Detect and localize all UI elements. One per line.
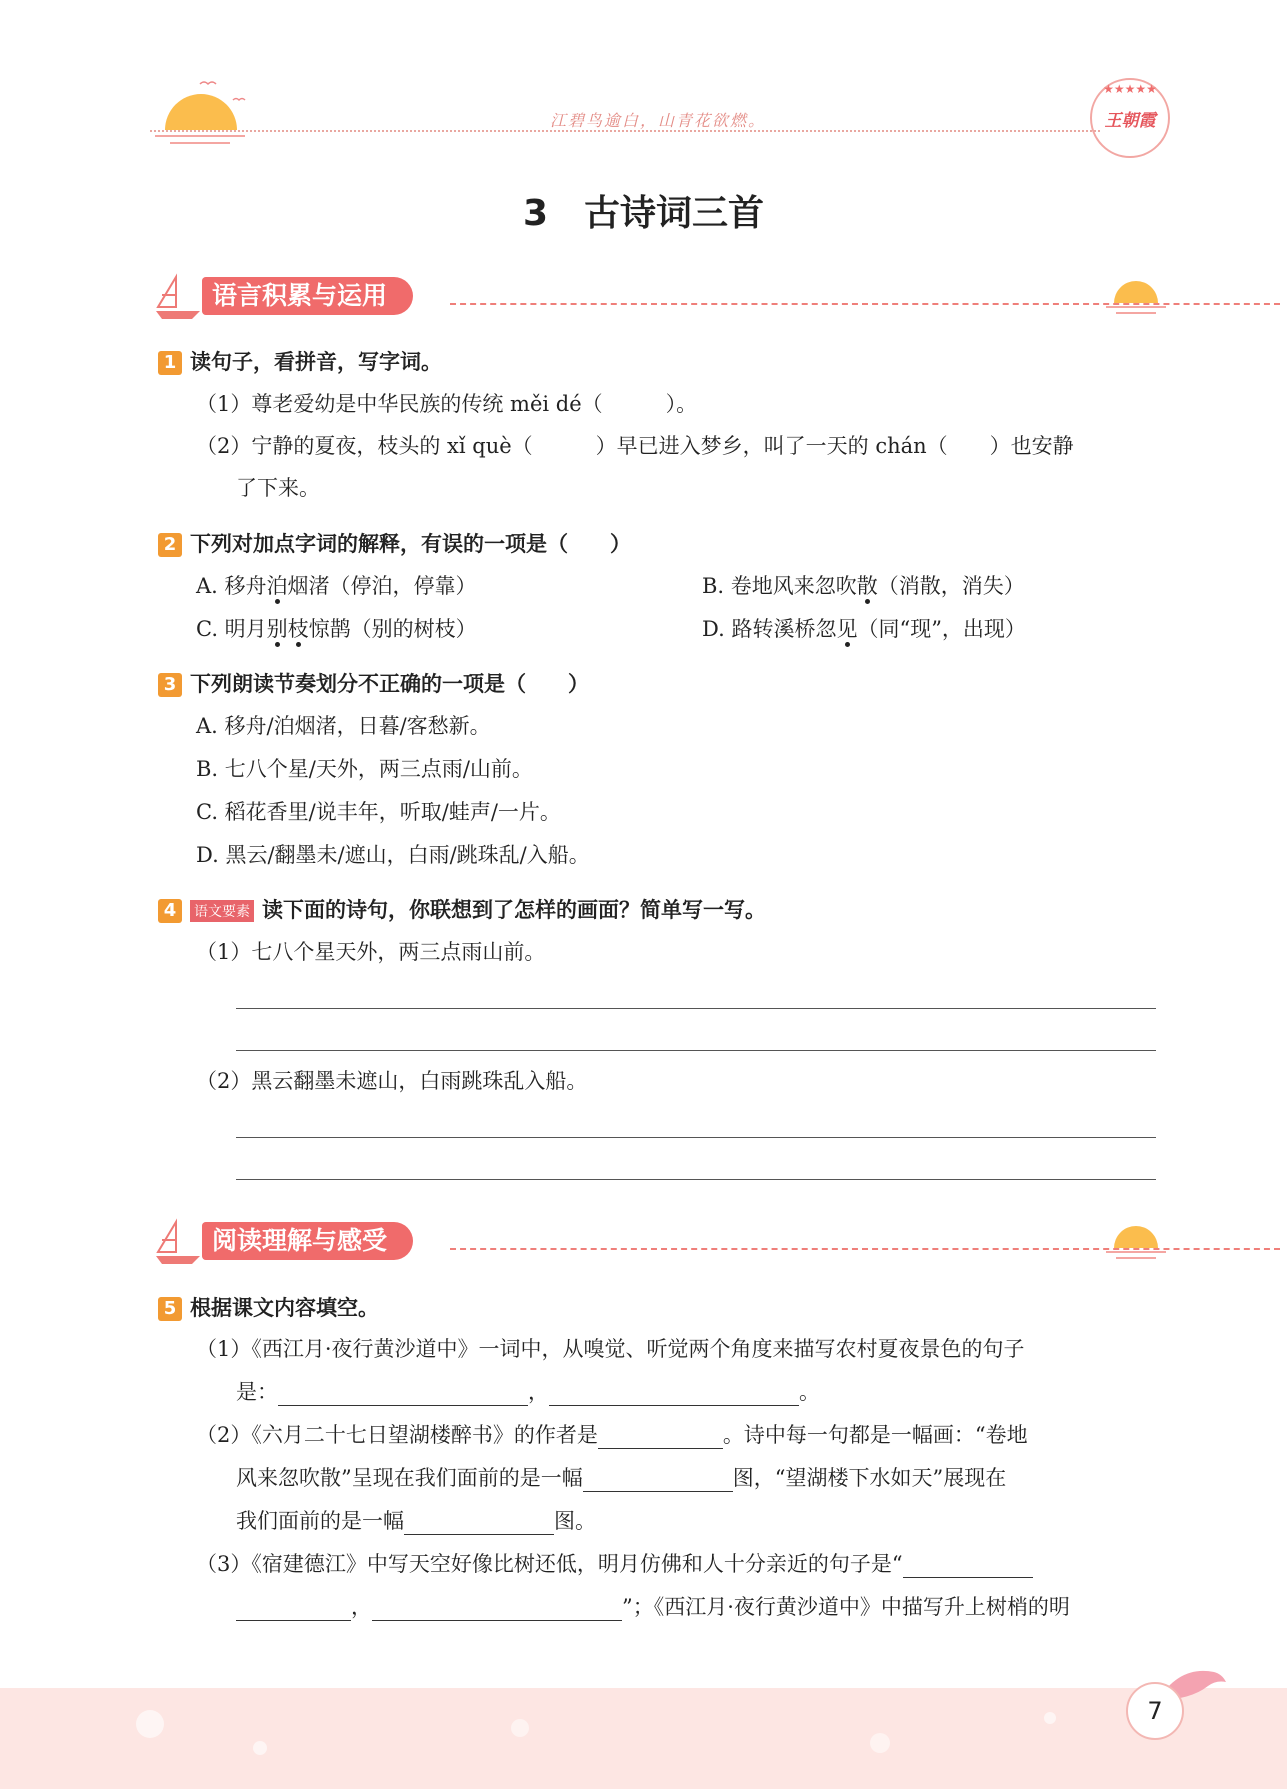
q5-blank-6[interactable] <box>903 1555 1033 1578</box>
q5-line-3 <box>196 1421 1028 1449</box>
q5-blank-8[interactable] <box>372 1598 622 1621</box>
question-3-number: 3 <box>158 673 182 697</box>
q5-l3-prefix: （2）《六月二十七日望湖楼醉书》的作者是 <box>196 1423 598 1447</box>
q5-line-2 <box>236 1378 820 1406</box>
q2-d-dot: 见 <box>836 617 858 641</box>
q2-a-dot: 泊 <box>266 574 288 598</box>
sailboat-icon <box>154 1218 202 1266</box>
sailboat-icon <box>154 273 202 321</box>
brand-logo <box>1090 78 1170 158</box>
q5-line-7 <box>236 1593 1070 1621</box>
q5-blank-3[interactable] <box>598 1426 723 1449</box>
question-4-tag: 语文要素 <box>190 900 254 922</box>
question-4-text: 读下面的诗句，你联想到了怎样的画面？简单写一写。 <box>262 898 766 922</box>
question-2-heading <box>158 528 631 558</box>
question-4-number: 4 <box>158 899 182 923</box>
q3-option-c: C. 稻花香里/说丰年，听取/蛙声/一片。 <box>196 800 561 824</box>
q5-blank-2[interactable] <box>549 1383 799 1406</box>
question-3-text: 下列朗读节奏划分不正确的一项是（ ） <box>190 672 589 696</box>
q4-line-1: （1）七八个星天外，两三点雨山前。 <box>196 940 546 964</box>
q4-answer-line-4[interactable] <box>236 1179 1156 1180</box>
q2-b-post: （消散，消失） <box>877 574 1025 598</box>
section-banner-2 <box>150 1222 1287 1262</box>
q5-l7-suffix: ”；《西江月·夜行黄沙道中》中描写升上树梢的明 <box>622 1595 1070 1619</box>
star-row-icon: ★★★★★ <box>1103 82 1157 96</box>
q2-c-dot-2: 枝 <box>287 617 309 641</box>
q5-l4-prefix: 风来忽吹散”呈现在我们面前的是一幅 <box>236 1466 583 1490</box>
q5-line-5 <box>236 1507 596 1535</box>
page-number: 7 <box>1126 1682 1184 1740</box>
q2-option-b <box>702 572 1025 600</box>
q2-option-c <box>196 615 477 643</box>
q1-line-1: （1）尊老爱幼是中华民族的传统 měi dé（ ）。 <box>196 392 698 416</box>
question-4-heading <box>158 894 766 924</box>
question-1-text: 读句子，看拼音，写字词。 <box>190 350 442 374</box>
q1-line-2: （2）宁静的夏夜，枝头的 xǐ què（ ）早已进入梦乡，叫了一天的 chán（ ）也安静 <box>196 434 1074 458</box>
section-title-2: 阅读理解与感受 <box>202 1222 413 1260</box>
q5-blank-4[interactable] <box>583 1469 733 1492</box>
small-sun-icon <box>1100 1212 1170 1262</box>
q5-l4-suffix: 图，“望湖楼下水如天”展现在 <box>732 1466 1007 1490</box>
q2-option-d <box>702 615 1026 643</box>
question-1-number: 1 <box>158 351 182 375</box>
q5-l2-end: 。 <box>799 1380 820 1404</box>
question-1-heading <box>158 346 442 376</box>
q2-c-post: 惊鹊（别的树枝） <box>308 617 477 641</box>
header-motto: 江碧鸟逾白，山青花欲燃。 <box>550 111 767 130</box>
q5-line-6 <box>196 1550 1033 1578</box>
q5-l7-comma: ， <box>351 1595 372 1619</box>
q3-option-b: B. 七八个星/天外，两三点雨/山前。 <box>196 757 533 781</box>
q5-line-4 <box>236 1464 1006 1492</box>
q5-l6-text: （3）《宿建德江》中写天空好像比树还低，明月仿佛和人十分亲近的句子是“ <box>196 1552 903 1576</box>
section-banner-1 <box>150 277 1287 317</box>
q2-a-post: 烟渚（停泊，停靠） <box>287 574 477 598</box>
sunset-icon <box>145 70 255 150</box>
q5-blank-7[interactable] <box>236 1598 351 1621</box>
q5-blank-1[interactable] <box>278 1383 528 1406</box>
q2-b-dot: 散 <box>856 574 878 598</box>
q2-option-a <box>196 572 477 600</box>
q5-blank-5[interactable] <box>404 1512 554 1535</box>
question-5-number: 5 <box>158 1297 182 1321</box>
q5-l5-prefix: 我们面前的是一幅 <box>236 1509 404 1533</box>
page-title: 3 古诗词三首 <box>522 193 765 234</box>
q3-option-d: D. 黑云/翻墨未/遮山，白雨/跳珠乱/入船。 <box>196 843 590 867</box>
question-2-text: 下列对加点字词的解释，有误的一项是（ ） <box>190 532 631 556</box>
q5-line-1: （1）《西江月·夜行黄沙道中》一词中，从嗅觉、听觉两个角度来描写农村夏夜景色的句子 <box>196 1337 1025 1361</box>
bubbles-icon <box>0 1688 1287 1789</box>
question-3-heading <box>158 668 589 698</box>
question-5-text: 根据课文内容填空。 <box>190 1296 379 1320</box>
q4-answer-line-3[interactable] <box>236 1137 1156 1138</box>
q2-d-pre: D. 路转溪桥忽 <box>702 617 837 641</box>
brand-logo-text: 王朝霞 <box>1104 111 1156 131</box>
q4-answer-line-2[interactable] <box>236 1050 1156 1051</box>
q4-answer-line-1[interactable] <box>236 1008 1156 1009</box>
q2-c-dot-1: 别 <box>266 617 288 641</box>
q2-d-post: （同“现”，出现） <box>857 617 1026 641</box>
footer-band <box>0 1688 1287 1789</box>
section-title-1: 语言积累与运用 <box>202 277 413 315</box>
q4-line-2: （2）黑云翻墨未遮山，白雨跳珠乱入船。 <box>196 1069 588 1093</box>
q2-a-pre: A. 移舟 <box>196 574 267 598</box>
q2-b-pre: B. 卷地风来忽吹 <box>702 574 857 598</box>
q2-c-pre: C. 明月 <box>196 617 267 641</box>
small-sun-icon <box>1100 267 1170 317</box>
q1-line-3: 了下来。 <box>236 476 320 500</box>
q3-option-a: A. 移舟/泊烟渚，日暮/客愁新。 <box>196 714 491 738</box>
question-5-heading <box>158 1292 379 1322</box>
q5-l2-prefix: 是： <box>236 1380 278 1404</box>
q5-l5-suffix: 图。 <box>554 1509 596 1533</box>
question-2-number: 2 <box>158 533 182 557</box>
q5-l3-suffix: 。诗中每一句都是一幅画：“卷地 <box>722 1423 1028 1447</box>
q5-l2-comma: ， <box>528 1380 549 1404</box>
